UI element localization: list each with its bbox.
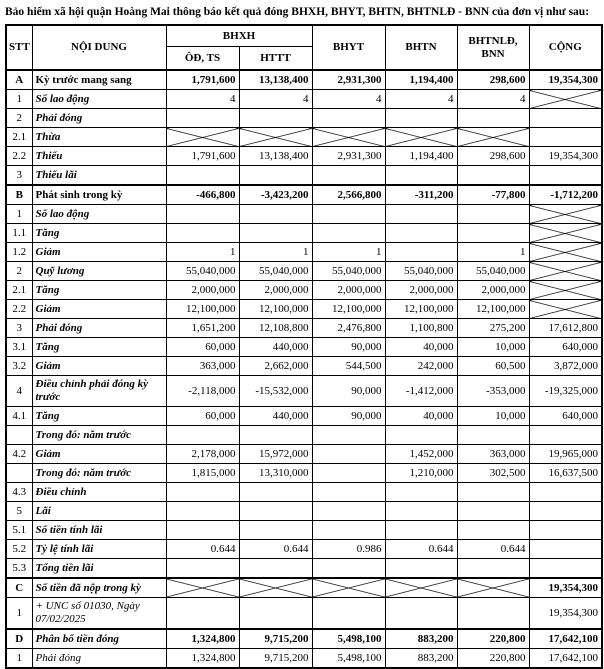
crossed-cell [385,128,457,147]
value-cell: 55,040,000 [385,262,457,281]
value-cell: 12,100,000 [239,300,312,319]
row-stt: 2.2 [6,300,32,319]
value-cell [166,483,239,502]
table-row [6,224,602,243]
row-label: Tăng [32,338,166,357]
value-cell: 17,642,100 [529,629,602,649]
value-cell: -353,000 [457,376,529,407]
row-stt: 2.2 [6,147,32,166]
table-row [6,319,602,338]
value-cell [239,166,312,186]
value-cell [385,521,457,540]
value-cell [312,445,385,464]
value-cell: 363,000 [457,445,529,464]
crossed-cell [457,578,529,598]
value-cell [312,166,385,186]
value-cell [312,109,385,128]
table-row [6,70,602,90]
value-cell: 60,000 [166,338,239,357]
table-row [6,598,602,630]
row-stt: 4.3 [6,483,32,502]
value-cell: 2,000,000 [166,281,239,300]
value-cell: 5,498,100 [312,629,385,649]
value-cell: 19,354,300 [529,70,602,90]
crossed-cell [385,578,457,598]
value-cell: 4 [239,90,312,109]
value-cell: 1 [239,243,312,262]
row-label: Giảm [32,357,166,376]
value-cell [529,521,602,540]
value-cell [312,502,385,521]
value-cell: 0.644 [457,540,529,559]
table-row [6,166,602,186]
value-cell: 12,100,000 [457,300,529,319]
row-label: Quỹ lương [32,262,166,281]
value-cell [166,224,239,243]
value-cell: 19,354,300 [529,578,602,598]
value-cell [166,426,239,445]
value-cell: 544,500 [312,357,385,376]
value-cell: 1,651,200 [166,319,239,338]
row-label: Phải đóng [32,649,166,669]
table-header [6,25,602,70]
row-stt: 1.2 [6,243,32,262]
row-stt: 4.1 [6,407,32,426]
row-label: Điều chỉnh phải đóng kỳ trước [32,376,166,407]
crossed-cell [529,300,602,319]
value-cell [312,598,385,630]
table-row [6,338,602,357]
value-cell: 55,040,000 [457,262,529,281]
value-cell [312,483,385,502]
value-cell: 90,000 [312,376,385,407]
value-cell: -1,712,200 [529,185,602,205]
value-cell: 883,200 [385,629,457,649]
value-cell: 4 [385,90,457,109]
value-cell [457,559,529,579]
value-cell: 2,476,800 [312,319,385,338]
crossed-cell [529,262,602,281]
value-cell: 4 [166,90,239,109]
value-cell: -2,118,000 [166,376,239,407]
table-row [6,426,602,445]
row-stt: 4.2 [6,445,32,464]
col-header-bhtn: BHTN [385,25,457,70]
table-row [6,578,602,598]
row-label: Thiếu [32,147,166,166]
value-cell [529,426,602,445]
value-cell: 15,972,000 [239,445,312,464]
row-label: Lãi [32,502,166,521]
row-stt: 3.2 [6,357,32,376]
value-cell: 3,872,000 [529,357,602,376]
value-cell: 1 [166,243,239,262]
value-cell [529,483,602,502]
value-cell: 13,138,400 [239,147,312,166]
value-cell [385,243,457,262]
row-label: Trong đó: năm trước [32,426,166,445]
value-cell: 10,000 [457,338,529,357]
value-cell [166,205,239,224]
value-cell [239,598,312,630]
row-stt: 5 [6,502,32,521]
value-cell: 1,791,600 [166,70,239,90]
value-cell [529,109,602,128]
value-cell: 55,040,000 [312,262,385,281]
row-label: + UNC số 01030, Ngày 07/02/2025 [32,598,166,630]
value-cell [529,502,602,521]
col-header-cong: CỘNG [529,25,602,70]
value-cell [457,502,529,521]
row-stt: 1.1 [6,224,32,243]
value-cell [239,224,312,243]
col-header-stt: STT [6,25,32,70]
value-cell [239,483,312,502]
value-cell: 1,194,400 [385,147,457,166]
row-stt: 5.3 [6,559,32,579]
table-row [6,483,602,502]
value-cell: -1,412,000 [385,376,457,407]
value-cell [385,598,457,630]
value-cell: 2,566,800 [312,185,385,205]
value-cell: 302,500 [457,464,529,483]
row-label: Thừa [32,128,166,147]
value-cell: -466,800 [166,185,239,205]
table-row [6,281,602,300]
value-cell [385,166,457,186]
value-cell [166,109,239,128]
value-cell: 883,200 [385,649,457,669]
value-cell [166,559,239,579]
value-cell [529,540,602,559]
value-cell [385,109,457,128]
row-stt [6,426,32,445]
crossed-cell [312,128,385,147]
row-label: Kỳ trước mang sang [32,70,166,90]
col-header-httt: HTTT [239,47,312,71]
value-cell: 640,000 [529,338,602,357]
value-cell: 1 [457,243,529,262]
value-cell: 19,965,000 [529,445,602,464]
row-stt: 3 [6,319,32,338]
value-cell: 440,000 [239,407,312,426]
value-cell: 2,000,000 [457,281,529,300]
table-row [6,185,602,205]
value-cell [457,109,529,128]
row-stt: 2.1 [6,128,32,147]
value-cell: -19,325,000 [529,376,602,407]
value-cell [385,559,457,579]
row-stt: 1 [6,205,32,224]
table-row [6,559,602,579]
value-cell [529,128,602,147]
value-cell [457,426,529,445]
value-cell: 5,498,100 [312,649,385,669]
value-cell [166,521,239,540]
value-cell: 2,178,000 [166,445,239,464]
row-stt: B [6,185,32,205]
row-stt: A [6,70,32,90]
value-cell: 16,637,500 [529,464,602,483]
value-cell: 1,452,000 [385,445,457,464]
value-cell [239,205,312,224]
table-row [6,128,602,147]
col-header-bhtnld-bnn: BHTNLĐ, BNN [457,25,529,70]
value-cell: 9,715,200 [239,649,312,669]
row-label: Tăng [32,224,166,243]
row-stt: 1 [6,598,32,630]
value-cell: 4 [312,90,385,109]
row-stt: 5.1 [6,521,32,540]
value-cell [239,109,312,128]
value-cell: 1,194,400 [385,70,457,90]
value-cell: 1,324,800 [166,649,239,669]
value-cell: 12,100,000 [385,300,457,319]
row-label: Phải đóng [32,319,166,338]
row-stt: D [6,629,32,649]
value-cell: 242,000 [385,357,457,376]
value-cell: 363,000 [166,357,239,376]
value-cell [385,205,457,224]
row-label: Số tiền tính lãi [32,521,166,540]
value-cell: 60,500 [457,357,529,376]
value-cell [529,166,602,186]
col-header-bhyt: BHYT [312,25,385,70]
value-cell [166,502,239,521]
value-cell: 220,800 [457,649,529,669]
value-cell: 2,662,000 [239,357,312,376]
value-cell [312,559,385,579]
value-cell: 1,815,000 [166,464,239,483]
value-cell [239,559,312,579]
row-label: Trong đó: năm trước [32,464,166,483]
value-cell [457,166,529,186]
value-cell: 220,800 [457,629,529,649]
row-label: Phát sinh trong kỳ [32,185,166,205]
table-row [6,262,602,281]
row-stt: 2.1 [6,281,32,300]
col-header-bhxh: BHXH [166,25,312,47]
contribution-result-table [5,24,603,669]
value-cell: 12,100,000 [312,300,385,319]
row-label: Giảm [32,445,166,464]
value-cell: 60,000 [166,407,239,426]
table-row [6,205,602,224]
value-cell: 298,600 [457,147,529,166]
table-row [6,445,602,464]
value-cell: 40,000 [385,407,457,426]
value-cell: 12,100,000 [166,300,239,319]
value-cell: 640,000 [529,407,602,426]
value-cell: -311,200 [385,185,457,205]
crossed-cell [529,243,602,262]
table-row [6,243,602,262]
value-cell [457,483,529,502]
value-cell: 0.644 [239,540,312,559]
page-title: Bảo hiểm xã hội quận Hoàng Mai thông báo kết quả đóng BHXH, BHYT, BHTN, BHTNLĐ - BNN của đơn vị như sau: [5,6,590,18]
crossed-cell [529,90,602,109]
row-label: Tổng tiền lãi [32,559,166,579]
value-cell [457,224,529,243]
value-cell [239,521,312,540]
table-row [6,407,602,426]
value-cell: 90,000 [312,338,385,357]
value-cell: 2,000,000 [385,281,457,300]
value-cell: 13,138,400 [239,70,312,90]
value-cell: 1,791,600 [166,147,239,166]
value-cell [529,559,602,579]
row-label: Tăng [32,281,166,300]
value-cell [312,224,385,243]
row-label: Số lao động [32,90,166,109]
value-cell: 12,108,800 [239,319,312,338]
crossed-cell [529,281,602,300]
value-cell [312,205,385,224]
value-cell: 0.644 [166,540,239,559]
value-cell: 1 [312,243,385,262]
value-cell: 19,354,300 [529,598,602,630]
value-cell: -15,532,000 [239,376,312,407]
row-label: Giảm [32,300,166,319]
value-cell [385,426,457,445]
value-cell [166,166,239,186]
value-cell [312,426,385,445]
value-cell: 440,000 [239,338,312,357]
crossed-cell [166,128,239,147]
row-stt: 2 [6,109,32,128]
value-cell: 10,000 [457,407,529,426]
row-stt: 1 [6,90,32,109]
value-cell: 4 [457,90,529,109]
table-row [6,357,602,376]
row-label: Điều chỉnh [32,483,166,502]
row-label: Tăng [32,407,166,426]
row-label: Giảm [32,243,166,262]
value-cell [312,464,385,483]
value-cell: 2,931,300 [312,70,385,90]
value-cell: 19,354,300 [529,147,602,166]
row-label: Số lao động [32,205,166,224]
value-cell: 90,000 [312,407,385,426]
value-cell: 40,000 [385,338,457,357]
value-cell [312,521,385,540]
table-row [6,300,602,319]
value-cell: 1,324,800 [166,629,239,649]
row-stt [6,464,32,483]
value-cell: 55,040,000 [239,262,312,281]
crossed-cell [529,224,602,243]
value-cell: 2,931,300 [312,147,385,166]
table-row [6,376,602,407]
row-label: Phải đóng [32,109,166,128]
value-cell: 13,310,000 [239,464,312,483]
row-stt: 1 [6,649,32,669]
value-cell: 0.986 [312,540,385,559]
value-cell: 298,600 [457,70,529,90]
crossed-cell [312,578,385,598]
value-cell [457,205,529,224]
row-label: Tỷ lệ tính lãi [32,540,166,559]
value-cell: -77,800 [457,185,529,205]
row-stt: 2 [6,262,32,281]
value-cell [457,598,529,630]
crossed-cell [239,128,312,147]
table-body [6,70,602,668]
table-row [6,502,602,521]
table-row [6,109,602,128]
table-row [6,147,602,166]
value-cell [385,224,457,243]
row-stt: 3.1 [6,338,32,357]
table-row [6,90,602,109]
row-stt: 5.2 [6,540,32,559]
crossed-cell [166,578,239,598]
value-cell: 2,000,000 [239,281,312,300]
value-cell: 1,210,000 [385,464,457,483]
table-row [6,649,602,669]
row-label: Phân bổ tiền đóng [32,629,166,649]
row-stt: C [6,578,32,598]
value-cell [457,521,529,540]
value-cell: 275,200 [457,319,529,338]
crossed-cell [457,128,529,147]
value-cell [385,483,457,502]
table-row [6,540,602,559]
row-label: Số tiền đã nộp trong kỳ [32,578,166,598]
value-cell: 2,000,000 [312,281,385,300]
value-cell: -3,423,200 [239,185,312,205]
value-cell: 9,715,200 [239,629,312,649]
crossed-cell [239,578,312,598]
value-cell [239,502,312,521]
value-cell: 17,642,100 [529,649,602,669]
row-label: Thiếu lãi [32,166,166,186]
value-cell: 1,100,800 [385,319,457,338]
value-cell: 17,612,800 [529,319,602,338]
table-row [6,521,602,540]
value-cell [239,426,312,445]
col-header-od-ts: ÔĐ, TS [166,47,239,71]
header-row-1 [6,25,602,47]
value-cell: 0.644 [385,540,457,559]
value-cell: 55,040,000 [166,262,239,281]
crossed-cell [529,205,602,224]
table-row [6,629,602,649]
value-cell [166,598,239,630]
table-row [6,464,602,483]
row-stt: 3 [6,166,32,186]
value-cell [385,502,457,521]
col-header-noi-dung: NỘI DUNG [32,25,166,70]
row-stt: 4 [6,376,32,407]
